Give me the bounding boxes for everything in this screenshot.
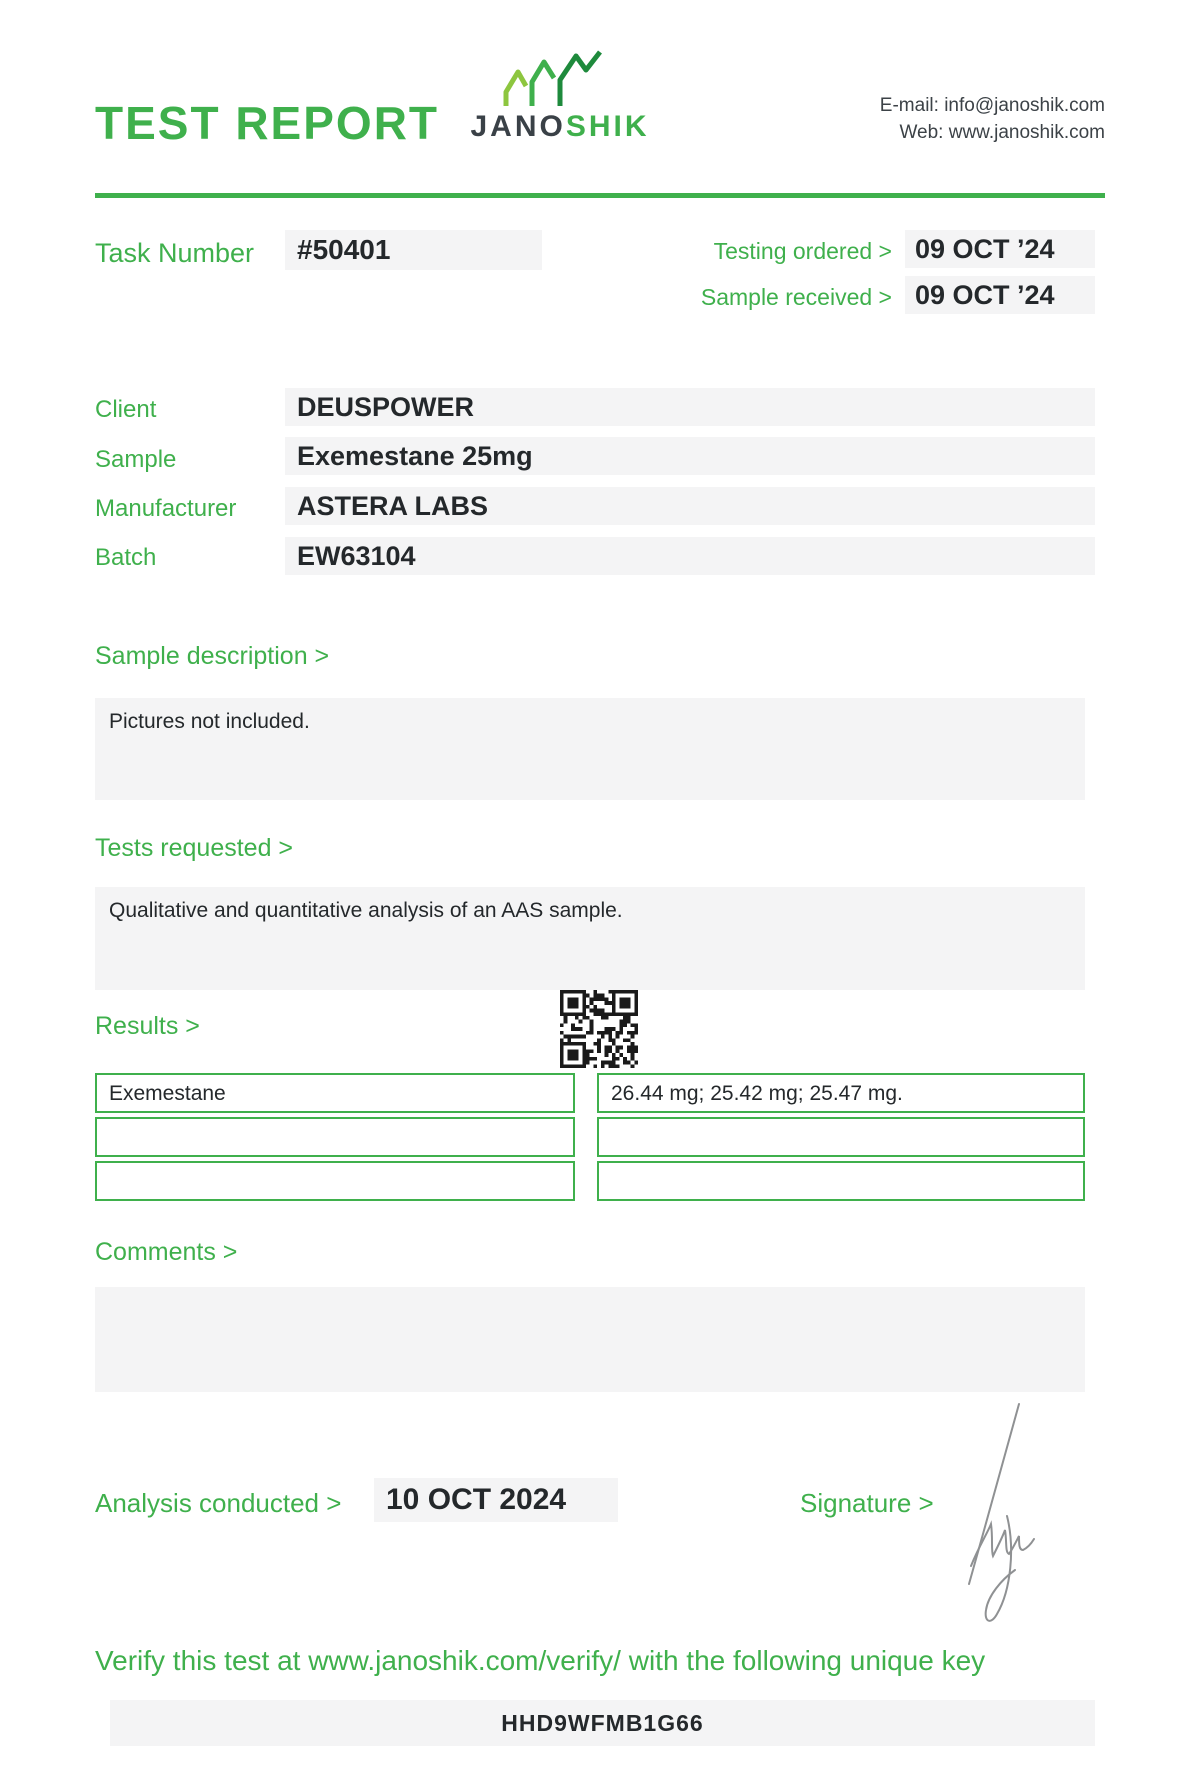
signature-scribble bbox=[955, 1398, 1045, 1633]
logo-shik: SHIK bbox=[565, 110, 650, 143]
signature-label: Signature > bbox=[800, 1488, 934, 1518]
sample-description-box bbox=[95, 698, 1085, 800]
results-table-row1-name: Exemestane bbox=[95, 1073, 575, 1113]
results-table-row3-name bbox=[95, 1161, 575, 1201]
sample-description-text: Pictures not included. bbox=[109, 710, 310, 733]
logo-wordmark bbox=[440, 110, 680, 144]
tests-requested-box bbox=[95, 887, 1085, 990]
verify-text: Verify this test at www.janoshik.com/verify/ with the following unique key bbox=[95, 1645, 986, 1676]
manufacturer-value: ASTERA LABS bbox=[285, 487, 1095, 525]
qr-code bbox=[558, 990, 640, 1068]
contact-web: Web: www.janoshik.com bbox=[899, 122, 1105, 143]
tests-requested-heading: Tests requested > bbox=[95, 834, 294, 862]
task-number-label: Task Number bbox=[95, 238, 255, 268]
testing-ordered-label: Testing ordered > bbox=[713, 238, 892, 264]
comments-text bbox=[95, 1287, 1085, 1311]
results-table-row3-value bbox=[597, 1161, 1085, 1201]
results-heading: Results > bbox=[95, 1012, 200, 1040]
contact-email: E-mail: info@janoshik.com bbox=[879, 95, 1105, 116]
batch-value: EW63104 bbox=[285, 537, 1095, 575]
manufacturer-label: Manufacturer bbox=[95, 495, 237, 522]
client-label: Client bbox=[95, 396, 157, 423]
tests-requested-text: Qualitative and quantitative analysis of an AAS sample. bbox=[109, 899, 623, 922]
client-value: DEUSPOWER bbox=[285, 388, 1095, 426]
task-number-value: #50401 bbox=[285, 230, 542, 270]
comments-heading: Comments > bbox=[95, 1238, 238, 1266]
testing-ordered-value: 09 OCT ’24 bbox=[905, 230, 1095, 268]
logo-chart-icon bbox=[500, 50, 620, 108]
results-table-row1-value: 26.44 mg; 25.42 mg; 25.47 mg. bbox=[597, 1073, 1085, 1113]
header-divider bbox=[95, 193, 1105, 198]
page-title: TEST REPORT bbox=[95, 97, 440, 149]
comments-box bbox=[95, 1287, 1085, 1392]
sample-description-heading: Sample description > bbox=[95, 642, 330, 670]
batch-label: Batch bbox=[95, 544, 157, 571]
verify-key: HHD9WFMB1G66 bbox=[110, 1700, 1095, 1746]
sample-value: Exemestane 25mg bbox=[285, 437, 1095, 475]
analysis-conducted-value: 10 OCT 2024 bbox=[374, 1478, 618, 1522]
logo-jano: JANO bbox=[470, 110, 566, 143]
contact-block bbox=[705, 92, 1105, 146]
sample-label: Sample bbox=[95, 446, 177, 473]
results-table-row2-value bbox=[597, 1117, 1085, 1157]
sample-received-value: 09 OCT ’24 bbox=[905, 276, 1095, 314]
sample-received-label: Sample received > bbox=[700, 284, 892, 310]
results-table-row2-name bbox=[95, 1117, 575, 1157]
analysis-conducted-label: Analysis conducted > bbox=[95, 1488, 342, 1518]
